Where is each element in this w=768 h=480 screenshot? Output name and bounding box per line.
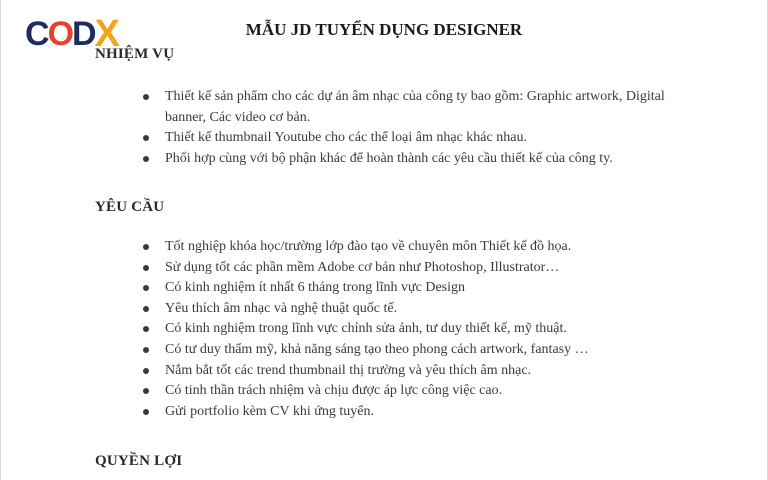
list-item — [141, 381, 701, 402]
list-item — [141, 361, 701, 382]
logo-letter-x: X — [94, 13, 118, 55]
bullet-icon — [143, 94, 149, 100]
section-heading-nhiem-vu: NHIỆM VỤ — [95, 46, 175, 62]
section-heading-quyen-loi: QUYỀN LỢI — [95, 453, 183, 469]
document-title: MẪU JD TUYỂN DỤNG DESIGNER — [245, 20, 523, 39]
list-item — [141, 299, 701, 320]
list-item-text: Yêu thích âm nhạc và nghệ thuật quốc tế. — [165, 300, 398, 316]
list-item-text: Có tư duy thẩm mỹ, khả năng sáng tạo theo phong cách artwork, fantasy … — [165, 341, 589, 357]
list-item-text: Có kinh nghiệm trong lĩnh vực chỉnh sửa ảnh, tư duy thiết kế, mỹ thuật. — [165, 321, 567, 337]
bullet-icon — [143, 285, 149, 291]
bullet-icon — [143, 156, 149, 162]
list-item-text: Sử dụng tốt các phần mềm Adobe cơ bản như Photoshop, Illustrator… — [165, 259, 560, 275]
list-item — [141, 402, 701, 423]
bullet-icon — [143, 326, 149, 332]
list-item — [141, 340, 701, 361]
list-item-text: Thiết kế sản phẩm cho các dự án âm nhạc của công ty bao gồm: Graphic artwork, Digital banner, Các video cơ bản. — [165, 89, 665, 125]
list-item — [141, 258, 701, 279]
logo-letter-o: O — [47, 15, 73, 53]
logo-letter-c: C — [25, 15, 48, 53]
list-item-text: Có kinh nghiệm ít nhất 6 tháng trong lĩnh vực Design — [165, 280, 466, 296]
nhiem-vu-list — [141, 87, 701, 169]
list-item — [141, 128, 701, 149]
list-item-text: Phối hợp cùng với bộ phận khác để hoàn thành các yêu cầu thiết kế của công ty. — [165, 150, 613, 166]
list-item — [141, 87, 701, 128]
bullet-icon — [143, 135, 149, 141]
list-item-text: Có tinh thần trách nhiệm và chịu được áp lực công việc cao. — [165, 383, 503, 399]
list-item-text: Thiết kế thumbnail Youtube cho các thể loại âm nhạc khác nhau. — [165, 130, 527, 146]
list-item-text: Nắm bắt tốt các trend thumbnail thị trường và yêu thích âm nhạc. — [165, 362, 532, 378]
bullet-icon — [143, 265, 149, 271]
list-item — [141, 319, 701, 340]
list-item — [141, 278, 701, 299]
section-heading-yeu-cau: YÊU CẦU — [95, 199, 165, 215]
bullet-icon — [143, 388, 149, 394]
bullet-icon — [143, 368, 149, 374]
logo-letter-d: D — [72, 15, 95, 53]
bullet-icon — [143, 244, 149, 250]
bullet-icon — [143, 347, 149, 353]
bullet-icon — [143, 409, 149, 415]
list-item — [141, 237, 701, 258]
list-item-text: Tốt nghiệp khóa học/trường lớp đào tạo về chuyên môn Thiết kế đồ họa. — [165, 239, 572, 254]
list-item — [141, 149, 701, 170]
bullet-icon — [143, 306, 149, 312]
list-item-text: Gửi portfolio kèm CV khi ứng tuyển. — [165, 403, 374, 419]
yeu-cau-list — [141, 237, 701, 422]
